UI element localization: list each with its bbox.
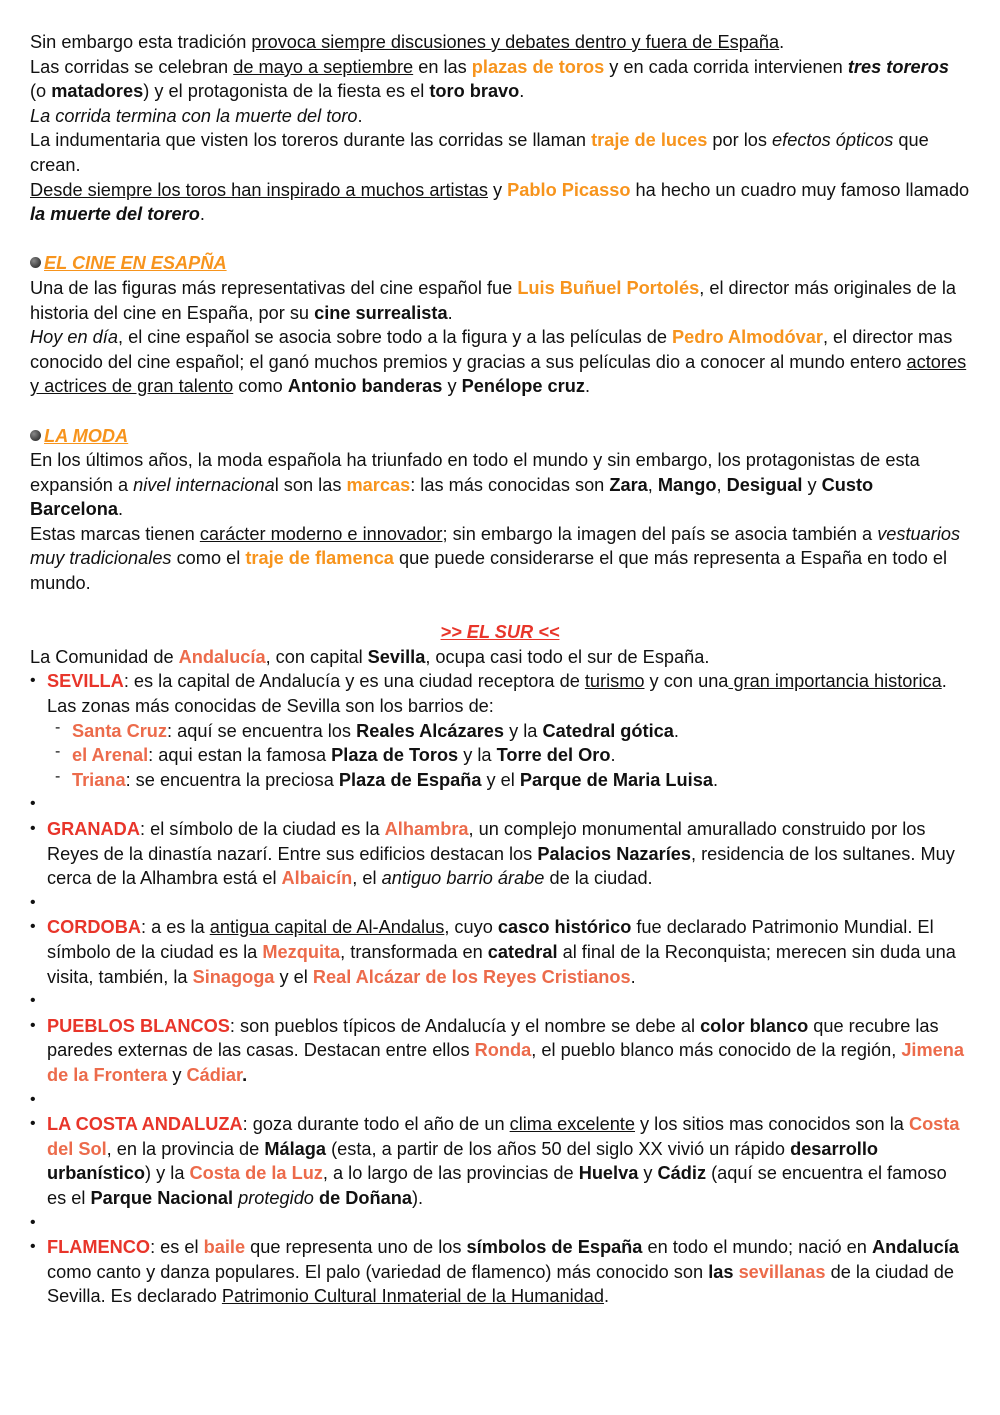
intro-line-4: La corrida termina con la muerte del toro. xyxy=(30,105,363,126)
list-item-sevilla: • SEVILLA: es la capital de Andalucía y es una ciudad receptora de turismo y con una gran importancia historica. Las zonas más conocidas de Sevilla son los barrios de: - Santa Cruz: aquí se encuentra los Reales Alcázares y la Catedral gótica. - el Arenal: aqui estan la famosa Plaza de Toros y la Torre del Oro. - Triana: se encuentra la preciosa Plaza de España y el Parque de Maria Luisa. xyxy=(30,669,970,792)
bullet-sphere-icon xyxy=(30,430,41,441)
sur-heading: >> EL SUR << xyxy=(440,622,560,643)
list-item-santa-cruz: - Santa Cruz: aquí se encuentra los Reales Alcázares y la Catedral gótica. xyxy=(55,719,970,744)
intro-line-6: Desde siempre los toros han inspirado a muchos artistas y Pablo Picasso ha hecho un cuadro muy famoso llamado la muerte del torero. xyxy=(30,179,970,225)
intro-line-2: Las corridas se celebran de mayo a septiembre en las plazas de toros y en cada corrida intervienen tres toreros (o matadores) y el protagonista de la fiesta es el toro bravo. xyxy=(30,56,949,102)
list-item-triana: - Triana: se encuentra la preciosa Plaza de España y el Parque de Maria Luisa. xyxy=(55,768,970,793)
cine-paragraph-1: Una de las figuras más representativas del cine español fue Luis Buñuel Portolés, el director más originales de la historia del cine en España, por su cine surrealista. xyxy=(30,277,956,323)
list-item-flamenco: • FLAMENCO: es el baile que representa uno de los símbolos de España en todo el mundo; nació en Andalucía como canto y danza populares. El palo (variedad de flamenco) más conocido son las sevillanas de la ciudad de Sevilla. Es declarado Patrimonio Cultural Inmaterial de la Humanidad. xyxy=(30,1235,970,1309)
cine-heading: EL CINE EN ESAPÑA xyxy=(30,251,970,276)
cine-paragraph-2: Hoy en día, el cine español se asocia sobre todo a la figura y a las películas de Pedro Almodóvar, el director mas conocido del cine español; el ganó muchos premios y gracias a sus películas dio a conocer al mundo entero actores y actrices de gran talento como Antonio banderas y Penélope cruz. xyxy=(30,327,967,397)
sur-list xyxy=(30,669,970,1308)
list-item-el-arenal: - el Arenal: aqui estan la famosa Plaza de Toros y la Torre del Oro. xyxy=(55,743,970,768)
list-item-cordoba: • CORDOBA: a es la antigua capital de Al-Andalus, cuyo casco histórico fue declarado Patrimonio Mundial. El símbolo de la ciudad es la Mezquita, transformada en catedral al final de la Reconquista; merecen sin duda una visita, también, la Sinagoga y el Real Alcázar de los Reyes Cristianos. xyxy=(30,915,970,989)
sur-intro: La Comunidad de Andalucía, con capital Sevilla, ocupa casi todo el sur de España. xyxy=(30,646,710,667)
list-item-pueblos-blancos: • PUEBLOS BLANCOS: son pueblos típicos de Andalucía y el nombre se debe al color blanco que recubre las paredes externas de las casas. Destacan entre ellos Ronda, el pueblo blanco más conocido de la región, Jimena de la Frontera y Cádiar. xyxy=(30,1014,970,1088)
list-item-costa-andaluza: • LA COSTA ANDALUZA: goza durante todo el año de un clima excelente y los sitios mas conocidos son la Costa del Sol, en la provincia de Málaga (esta, a partir de los años 50 del siglo XX vivió un rápido desarrollo urbanístico) y la Costa de la Luz, a lo largo de las provincias de Huelva y Cádiz (aquí se encuentra el famoso es el Parque Nacional protegido de Doñana). xyxy=(30,1112,970,1210)
moda-heading: LA MODA xyxy=(30,424,970,449)
intro-line-1: Sin embargo esta tradición provoca siempre discusiones y debates dentro y fuera de España. xyxy=(30,32,785,52)
list-spacer xyxy=(30,989,970,1014)
bullet-sphere-icon xyxy=(30,257,41,268)
list-item-granada: • GRANADA: el símbolo de la ciudad es la Alhambra, un complejo monumental amurallado construido por los Reyes de la dinastía nazarí. Entre sus edificios destacan los Palacios Nazaríes, residencia de los sultanes. Muy cerca de la Alhambra está el Albaicín, el antiguo barrio árabe de la ciudad. xyxy=(30,817,970,891)
intro-line-5: La indumentaria que visten los toreros durante las corridas se llaman traje de luces por los efectos ópticos que crean. xyxy=(30,130,929,175)
list-spacer xyxy=(30,1088,970,1113)
moda-paragraph-2: Estas marcas tienen carácter moderno e innovador; sin embargo la imagen del país se asocia también a vestuarios muy tradicionales como el traje de flamenca que puede considerarse el que más representa a España en todo el mundo. xyxy=(30,523,961,594)
list-spacer xyxy=(30,891,970,916)
list-spacer xyxy=(30,1211,970,1236)
list-spacer xyxy=(30,792,970,817)
sevilla-barrios-list xyxy=(47,719,970,793)
moda-paragraph-1: En los últimos años, la moda española ha triunfado en todo el mundo y sin embargo, los protagonistas de esta expansión a nivel internacional son las marcas: las más conocidas son Zara, Mango, Desigual y Custo Barcelona. xyxy=(30,450,920,520)
